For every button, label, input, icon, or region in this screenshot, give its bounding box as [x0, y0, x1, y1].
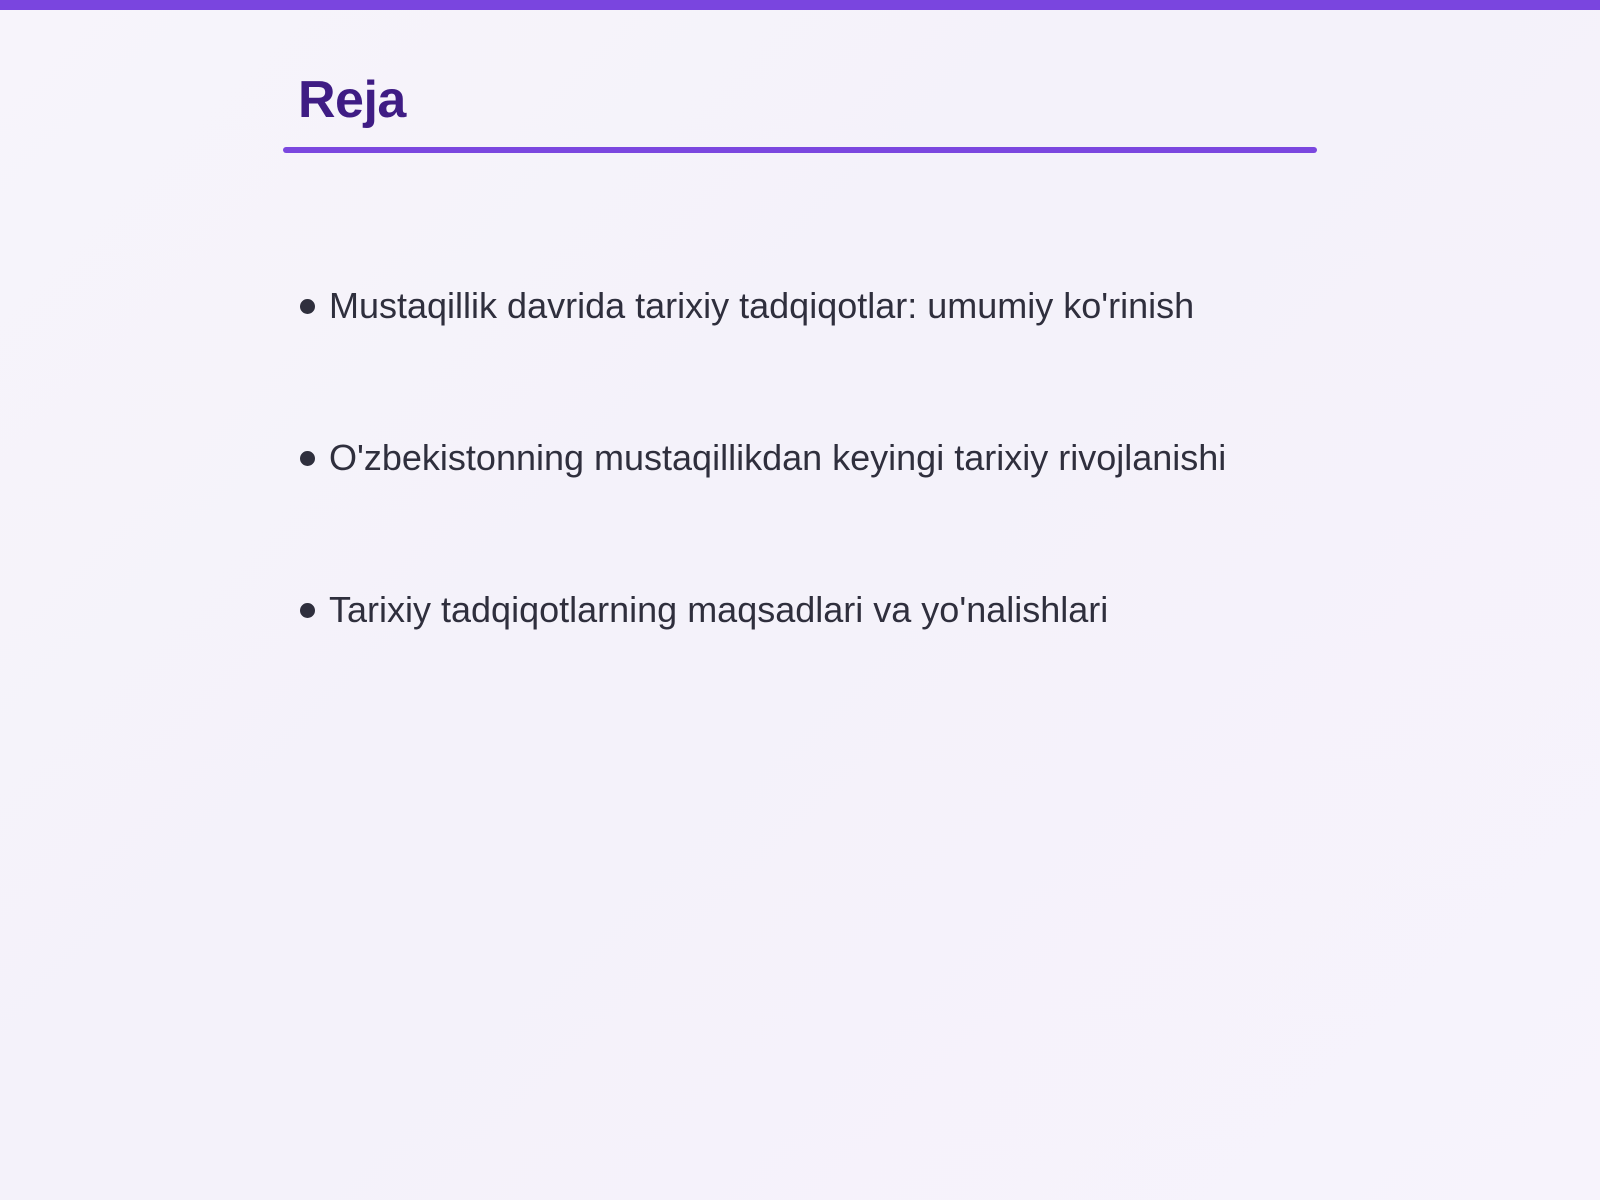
bullet-item-1 — [300, 280, 1340, 332]
bullet-text-3: Tarixiy tadqiqotlarning maqsadlari va yo'nalishlari — [329, 589, 1109, 630]
top-accent-bar — [0, 0, 1600, 10]
bullet-icon — [300, 299, 315, 314]
bullet-item-2 — [300, 432, 1340, 484]
title-underline — [283, 147, 1317, 153]
bullet-text-2: O'zbekistonning mustaqillikdan keyingi tarixiy rivojlanishi — [329, 437, 1227, 478]
bullet-icon — [300, 603, 315, 618]
bullet-list — [300, 280, 1340, 736]
bullet-icon — [300, 451, 315, 466]
bullet-item-3 — [300, 584, 1340, 636]
bullet-text-1: Mustaqillik davrida tarixiy tadqiqotlar: umumiy ko'rinish — [329, 285, 1195, 326]
slide-title: Reja — [298, 71, 406, 129]
